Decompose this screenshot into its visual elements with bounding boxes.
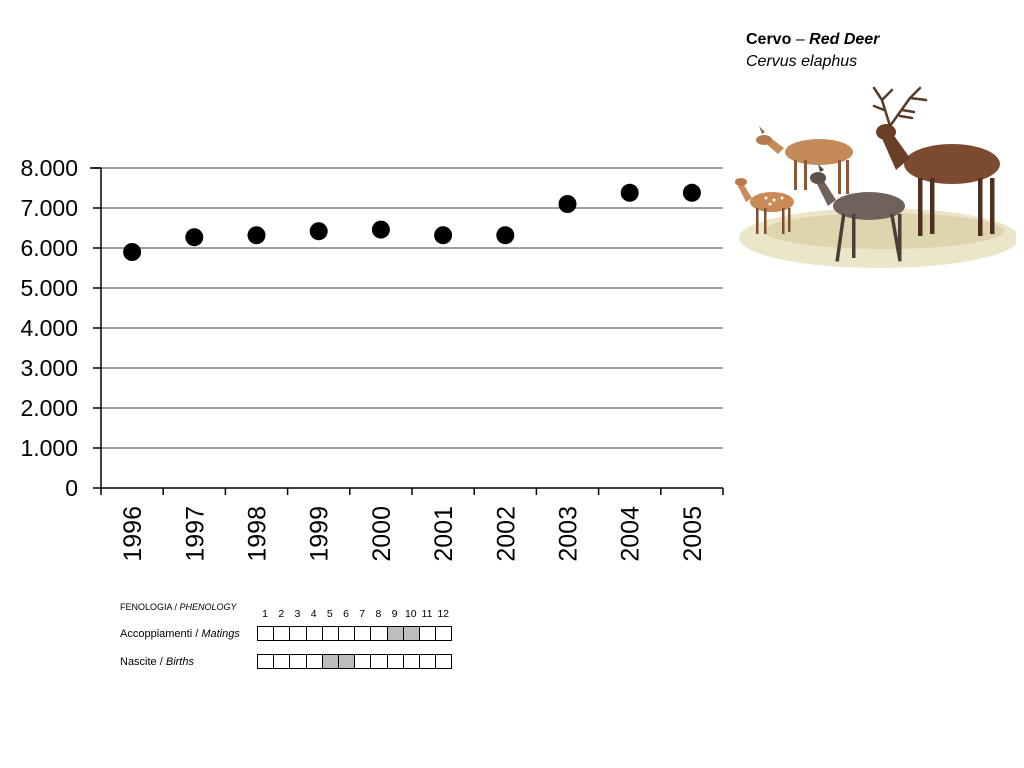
y-tick-label: 7.000	[20, 195, 78, 221]
axes	[90, 168, 723, 495]
month-cell	[258, 627, 274, 640]
data-point	[683, 184, 701, 202]
data-point	[496, 226, 514, 244]
row-label-births: Nascite / Births	[120, 656, 194, 668]
matings-month-grid	[257, 626, 452, 641]
month-number: 6	[343, 608, 349, 620]
x-tick-label: 2002	[492, 506, 521, 562]
data-points	[123, 184, 701, 261]
hind-figure	[756, 126, 853, 194]
month-cell	[404, 627, 420, 640]
month-number: 11	[421, 608, 433, 620]
month-cell	[420, 627, 436, 640]
month-cell	[420, 655, 436, 668]
month-number: 1	[262, 608, 269, 620]
month-cell	[436, 655, 451, 668]
red-deer-illustration	[734, 86, 1016, 272]
month-number: 12	[437, 608, 449, 620]
month-cell	[274, 627, 290, 640]
species-caption	[746, 29, 879, 73]
month-number: 7	[359, 608, 366, 620]
month-cell	[388, 627, 404, 640]
data-point	[310, 222, 328, 240]
x-tick-label: 2001	[430, 506, 459, 562]
x-tick-label: 2000	[367, 506, 396, 562]
month-number: 10	[404, 608, 417, 620]
phenology-title: FENOLOGIA / PHENOLOGY	[120, 602, 237, 612]
x-tick-label: 1999	[305, 506, 334, 562]
month-cell	[355, 627, 371, 640]
month-cell	[323, 655, 339, 668]
species-latin-name: Cervus elaphus	[746, 53, 858, 70]
month-number: 8	[375, 608, 382, 620]
data-point	[434, 226, 452, 244]
y-tick-label: 5.000	[20, 275, 78, 301]
month-number: 5	[326, 608, 333, 620]
data-point	[559, 195, 577, 213]
month-cell	[339, 655, 355, 668]
y-tick-label: 3.000	[20, 355, 78, 381]
x-tick-label: 1998	[243, 506, 272, 562]
x-tick-label: 2003	[554, 506, 583, 562]
month-cell	[307, 627, 323, 640]
month-cell	[274, 655, 290, 668]
month-cell	[307, 655, 323, 668]
row-label-matings: Accoppiamenti / Matings	[120, 628, 240, 640]
month-cell	[355, 655, 371, 668]
x-tick-label: 2004	[616, 506, 645, 562]
gridlines	[101, 168, 723, 448]
month-cell	[323, 627, 339, 640]
x-tick-labels	[119, 506, 707, 562]
data-point	[185, 228, 203, 246]
month-cell	[258, 655, 274, 668]
data-point	[123, 243, 141, 261]
y-tick-label: 4.000	[20, 315, 78, 341]
species-common-name: Cervo	[746, 31, 792, 48]
species-separator: –	[791, 31, 810, 48]
phenology-title-it: FENOLOGIA	[120, 602, 173, 612]
species-english-name: Red Deer	[809, 31, 880, 48]
data-point	[372, 221, 390, 239]
month-number: 4	[310, 608, 317, 620]
y-tick-label: 0	[65, 475, 78, 501]
month-cell	[290, 655, 306, 668]
month-number: 3	[294, 608, 301, 620]
month-cell	[371, 627, 387, 640]
month-cell	[339, 627, 355, 640]
month-cell	[371, 655, 387, 668]
y-tick-labels	[20, 155, 78, 501]
y-tick-label: 1.000	[20, 435, 78, 461]
month-number: 2	[278, 608, 285, 620]
y-tick-label: 2.000	[20, 395, 78, 421]
month-number: 9	[391, 608, 398, 620]
y-tick-label: 8.000	[20, 155, 78, 181]
y-tick-label: 6.000	[20, 235, 78, 261]
month-number-row	[257, 608, 451, 620]
phenology-title-en: PHENOLOGY	[179, 602, 237, 612]
births-month-grid	[257, 654, 452, 669]
x-tick-label: 2005	[678, 506, 707, 562]
month-cell	[404, 655, 420, 668]
month-cell	[388, 655, 404, 668]
data-point	[621, 184, 639, 202]
month-cell	[290, 627, 306, 640]
x-tick-label: 1997	[181, 506, 210, 562]
month-cell	[436, 627, 451, 640]
data-point	[248, 226, 266, 244]
x-tick-label: 1996	[119, 506, 148, 562]
